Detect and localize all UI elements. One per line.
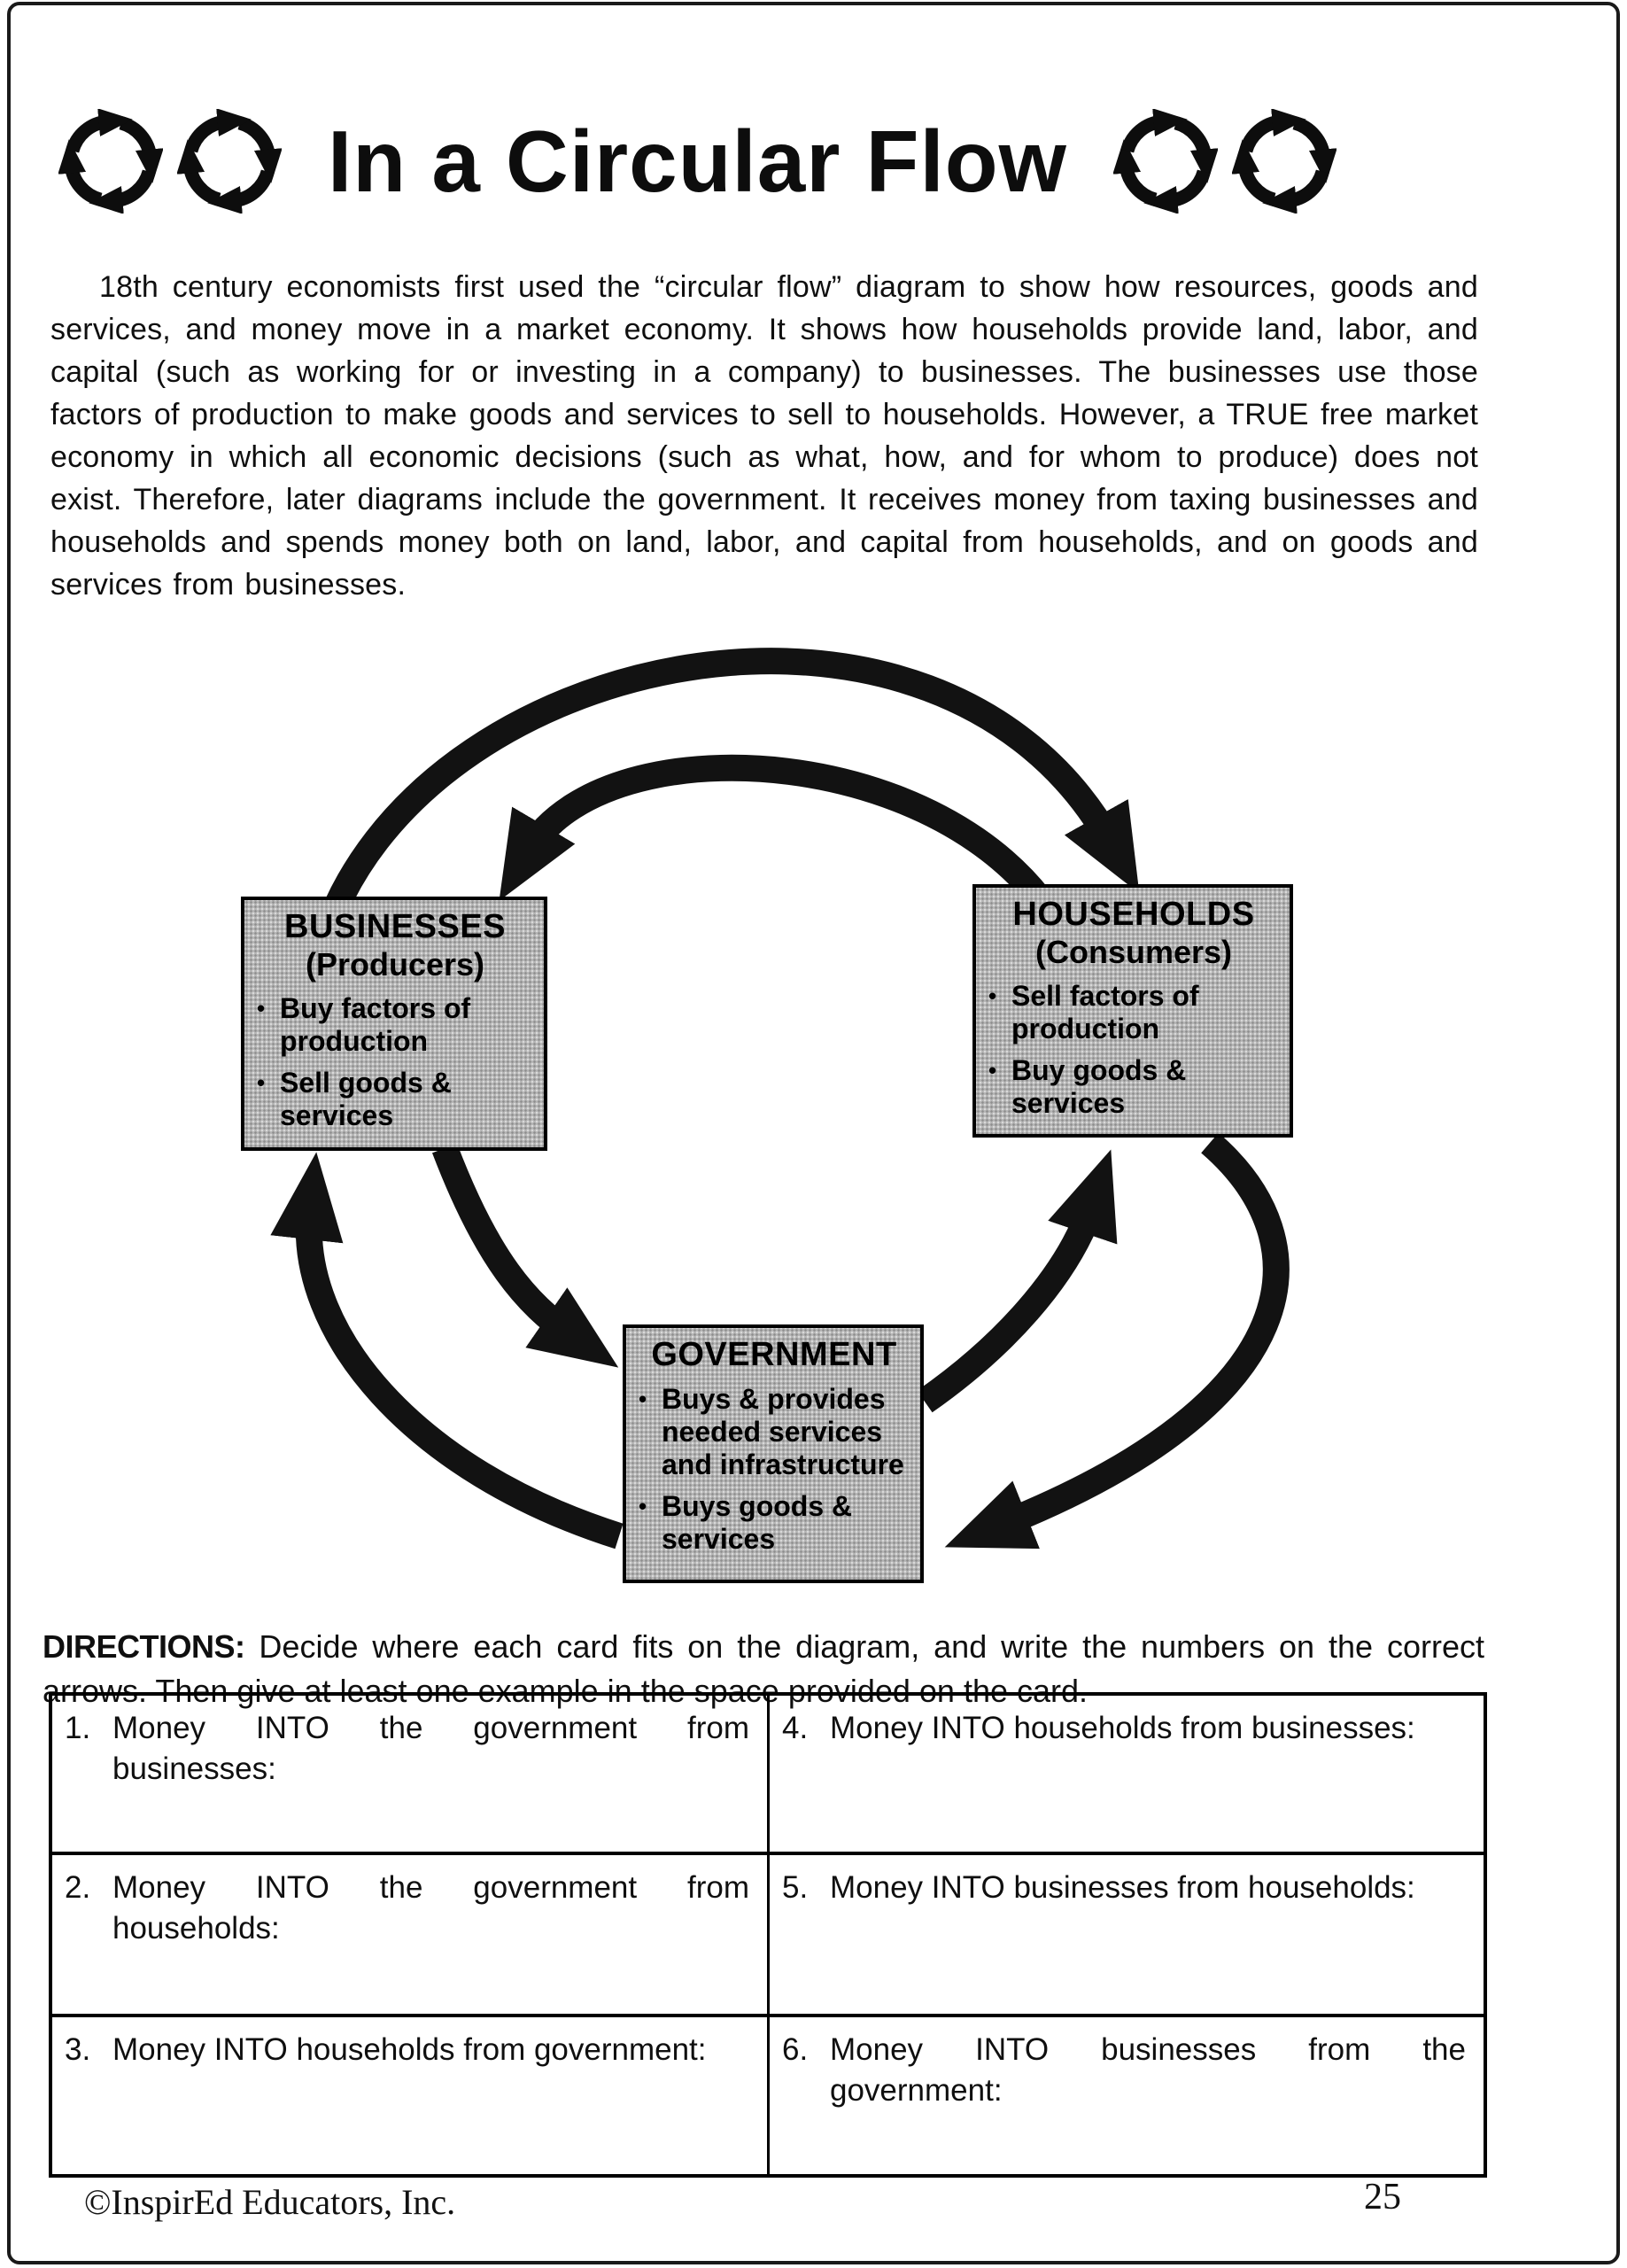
node-businesses [241, 897, 547, 1151]
card-cell-1 [52, 1696, 770, 1855]
card-cell-3 [52, 2017, 770, 2174]
bullet-dot-icon: • [257, 1069, 266, 1096]
node-subtitle: (Consumers) [1034, 934, 1233, 970]
page-number: 25 [1364, 2177, 1401, 2218]
arrow-government-to-households [925, 1205, 1092, 1402]
card-number: 2. [65, 1870, 91, 1905]
card-number: 6. [782, 2032, 809, 2067]
card-text: Money INTO businesses from households: [830, 1870, 1415, 1905]
cycle-arrows-icon [177, 109, 282, 214]
card-number: 4. [782, 1711, 809, 1745]
card-text: Money INTO the government from households: [112, 1870, 749, 1946]
node-subtitle: (Producers) [305, 946, 485, 983]
card-number: 1. [65, 1711, 91, 1745]
bullet-dot-icon: • [639, 1386, 647, 1412]
card-cell-2 [52, 1855, 770, 2017]
card-cell-5 [770, 1855, 1484, 2017]
card-text: Money INTO households from businesses: [830, 1711, 1415, 1745]
intro-paragraph: 18th century economists first used the “circular flow” diagram to show how resources, goods and services, and money move in a market economy. It shows how households provide land, labor, and capital (such as working for or investing in a company) to businesses. The businesses use those factors of production to make goods and services to sell to households. However, a TRUE free market economy in which all economic decisions (such as what, how, and for whom to produce) does not exist. Therefore, later diagrams include the government. It receives money from taxing businesses and households and spends money both on land, labor, and capital from households, and on goods and services from businesses. [50, 270, 1478, 602]
node-households [972, 884, 1293, 1138]
circular-flow-diagram [133, 622, 1506, 1595]
bullet-dot-icon: • [639, 1493, 647, 1519]
page-title: In a Circular Flow [328, 112, 1067, 210]
bullet-dot-icon: • [988, 1057, 997, 1084]
node-title: GOVERNMENT [651, 1336, 897, 1373]
bullet-item: • Buy goods & services [988, 1054, 1187, 1119]
card-number: 3. [65, 2032, 91, 2067]
directions-text: Decide where each card fits on the diagram, and write the numbers on the correct arrows. Then give at least one example in the space provided on the card. [43, 1628, 1484, 1709]
title-row [58, 96, 1476, 227]
node-title: HOUSEHOLDS [1012, 896, 1255, 933]
bullet-dot-icon: • [257, 995, 266, 1021]
cycle-arrows-icon [1232, 109, 1336, 214]
bullet-dot-icon: • [988, 983, 997, 1009]
node-government [623, 1324, 924, 1583]
bullet-item: • Buys & provides needed services and infrastructure [639, 1383, 904, 1480]
bullet-item: • Buys goods & services [639, 1490, 853, 1555]
bullet-item: • Buy factors of production [257, 992, 471, 1057]
cycle-arrows-icon [1113, 109, 1218, 214]
card-text: Money INTO businesses from the government: [830, 2032, 1466, 2108]
card-number: 5. [782, 1870, 809, 1905]
card-cell-6 [770, 2017, 1484, 2174]
node-title: BUSINESSES [284, 908, 506, 945]
bullet-item: • Sell goods & services [257, 1067, 452, 1131]
card-cell-4 [770, 1696, 1484, 1855]
directions-label: DIRECTIONS: [43, 1628, 245, 1665]
card-text: Money INTO the government from businesses: [112, 1711, 749, 1786]
arrow-businesses-to-government [445, 1148, 570, 1334]
cycle-arrows-icon [58, 109, 163, 214]
arrow-households-to-government [999, 1143, 1276, 1526]
card-text: Money INTO households from government: [112, 2032, 707, 2067]
cards-table [49, 1692, 1487, 2178]
footer-copyright: ©InspirEd Educators, Inc. [84, 2182, 456, 2222]
arrow-government-to-businesses [309, 1210, 619, 1536]
bullet-item: • Sell factors of production [988, 980, 1199, 1045]
